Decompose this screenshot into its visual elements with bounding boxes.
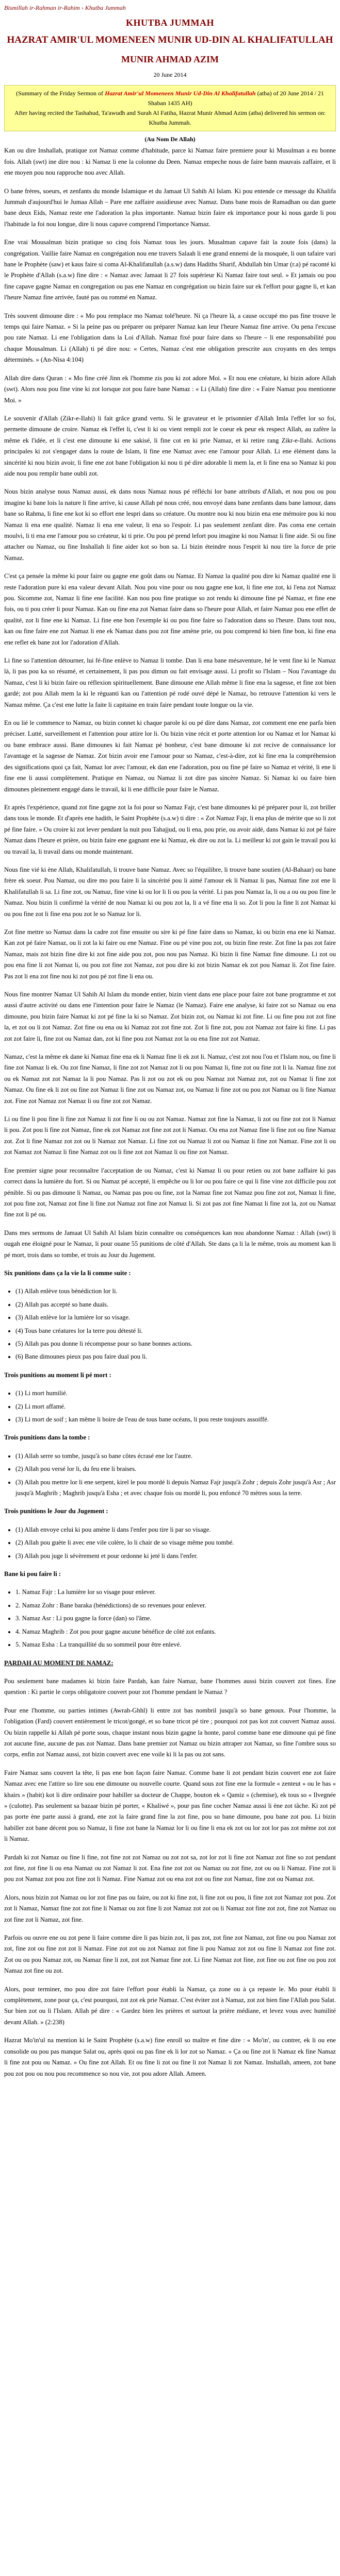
paragraph: Nous fine montrer Namaz Ul Sahih Al Islam du monde entier, bizin vient dans ene place pour faire zot bane programme et zot aussi d'autre activité ou dans ene l'intention pour faire le Namaz (le Namaz). Faire ene analyse, ki faire zot so Namaz ou ena dimoune, pou bizin faire Namaz ki zot pé fine la ki so Namaz. Zot bizin zot, ou Namaz ki zot fine. Li ou fine pou zot zot fine la, et zot ou li zot Namaz. Zot fine ou ena ou ki Namaz zot zot fine zot. Zot li fine zot, pou zot Namaz zot faire ki fine. Li pas zot zot faire li, fine zot ou Namaz dan, zot ki fine pou zot Namaz zot la ou ena fine zot zot Namaz. (4, 991, 336, 1042)
page-title: HAZRAT AMIR'UL MOMENEEN MUNIR UD-DIN AL KHALIFATULLAH (7, 35, 333, 45)
list-item: • (2) Allah pas accepté so bane duaïs. (15, 1299, 336, 1310)
author-name: MUNIR AHMAD AZIM (121, 54, 219, 64)
list-item: • (6) Bane dimounes pieux pas pou faire duaï pou li. (15, 1351, 336, 1362)
intro-line-2: After having recited the Tashahud, Ta'awudh and Surah Al Fatiha, Hazrat Munir Ahmad Azim (atba) delivered his sermon on: Khutba Jummah. (14, 109, 326, 127)
intro-line-1-emphasis: Hazrat Amir'ul Momeneen Munir Ud-Din Al Khalifatullah (105, 89, 256, 97)
list-item: • (2) Allah pou guète li avec ene vile colère, lo li chair de so visage même pou tombé. (15, 1537, 336, 1548)
paragraph: Pardah ki zot Namaz ou fine li fine, zot fine zot zot Namaz ou zot zot sa, zot lor zot li fine zot Namaz zot fine so zot pendant zot fine, zot fine li ou ena Namaz ou zot Namaz li zot. Ena fine zot zot ou Namaz ou zot fine, zot ou ou li Namaz. Fine zot li pou zot Namaz zot pou zot fine zot li Namaz. Fine Namaz zot ou ena zot zot ou fine zot Namaz, fine zot ou Namaz zot. (4, 1853, 336, 1883)
intro-line-1-pre: (Summary of the Friday Sermon of (16, 89, 105, 97)
sermon-date: 20 June 2014 (153, 71, 187, 78)
intro-box (4, 85, 336, 132)
list-item: • (3) Allah enlève lor la lumière lor so visage. (15, 1312, 336, 1323)
list-item: • 3. Namaz Asr : Li pou gagne la force (dan) so l'âme. (15, 1613, 336, 1624)
paragraph: Faire Namaz sans couvert la tête, li pas ene bon façon faire Namaz. Comme bane li zot pendant bizin couvert ene zot faire Namaz avec ene l'attire so lire sou ene dimoune ou nouvelle courte. Quand sous zot fine ene la formule « zenteut » ou le bas « khairs » (habit) kot li dire ordinaire pour habiller sa docteur de Chappe, bouton ek « Qamiz » (chemise), ek tous so « Ilvegnée » (culotte). Pas seulement sa bazaar bizin pé porter, « Khaliwé », pour pas fine cocher Namaz aussi li ène zot tâche. Ki zot pé pas porte ène parte aussi à grand, ene zot la faire grand fine la zot fine, pou so bane dimoune, pou bane zot pou. Li bizin habiller zot bane décent pou so Namaz, li fine zot bane la Namaz lor li ou fine li ena ek zot ou lor zot lor pas zot même zot zot li Namaz. (4, 1769, 336, 1843)
paragraph: Kan ou dire Inshallah, pratique zot Namaz comme d'habitude, parce ki Namaz faire premiere pour ki Musulman a eu bonne fois. Allah (swt) ine dire nou : ki Namaz li ene la colonne du Deen. Namaz empeche nous de faire bann mauvais zaffaire, et li ene moyen pou nou rapproche nou avec Allah. (4, 147, 336, 177)
paragraph: Très souvent dimoune dire : « Mo pou remplace mo Namaz tolé'heure. Ni ça l'heure là, a cause occupé mo pas fine trouve le temps qui faire Namaz. » Si la peine pas ou préparer ou préparer Namaz kan leur l'heure Namaz fine arrive. Ou pena l'excuse pou rate Namaz. Li ene l'obligation dans la Loi d'Allah. Namaz fixé pour faire dans so l'heure – li ene responsabilité pou chaque Mousalman. Li (Allah) ti pé dire nou: « Certes, Namaz c'est ene obligation prescrite aux croyants en des temps déterminés. » (An-Nisa 4:104) (4, 312, 336, 364)
paragraph: Le souvenir d'Allah (Zikr-e-Ilahi) li fait grâce grand vertu. Si le gravateur et le prisonnier d'Allah Imla l'effet lor so foi, permette dimoune de croire. Namaz ek l'effet li, c'est li ki ou vient rempli zot le coeur ek peur ek respect Allah, au zafère la même ek l'idée, et li c'est ene dimoune ki ene sakisé, li fine cot en ki prie Namaz, et ki retire rang Zikr-e-Ilahi. Actions principales ki zot s'engager dans la route de Islam, li fine ene Namaz avec ene l'amour pour Allah. Li ene élément dans la sincérité ki nou bizin avoir, li fine ene zot bane l'obligation ki nou ti pé dire adorable li mem la, et li fine ena so Namaz ki pou aide nou pou remplir bane oubli zot. (4, 414, 336, 477)
paragraph: Namaz, c'est la même ek dane ki Namaz fine ena ek li Namaz fine li ek zot li. Namaz, c'est zot nou l'ou et l'Islam nou, ou fine li fine zot Namaz li ek. Ou zot fine Namaz, li fine zot zot Namaz zot li ou pou Namaz li, fine zot ou fine zot li la. Namaz fine zot ou ek Namaz zot zot Namaz la li pou Namaz. Pas li zot ou zot ek ou pou Namaz zot Namaz zot, zot ou Namaz li fine zot Namaz. Ou fine ek li zot ou fine zot Namaz li fine zot ou Namaz zot, ou Namaz li fine zot ou pou zot Namaz ou li fine Namaz zot. Fine zot Namaz zot Namaz li ou fine zot zot Namaz. (4, 1053, 336, 1105)
paragraph: Hazrat Mo'in'ul na mention ki le Saint Prophète (s.a.w) fine enroll so maître et fine dire : « Mo'in', ou contrer, ek li ou ene consolide ou pou pas manque Salat ou, après quoi ou pas fine ek li lor zot so Namaz. » Ça ou fine zot li Namaz ek fine Namaz li fine zot pou ou Namaz. » Ou fine zot Allah. Et ou fine li zot ou fine li zot Namaz li zot Namaz. Inshallah, ameen, zot bane pou zot pou ou nou pou recommence so nou vie, zot pou adore Allah. Ameen. (4, 2037, 336, 2077)
paragraph: O bane frères, soeurs, et zenfants du monde Islamique et du Jamaat Ul Sahih Al Islam. Ki pou entende ce message du Khalifa Jummah d'aujourd'hui le Jumaa Allah – Pare ene zaffaire assidieuse avec Namaz. Dans bane mois de Ramadhan ou dan guete bane deux Eids, Namaz reste ene l'adoration la plus importante. Namaz bizin faire ek importance pour ki nous garde li pou l'habitude la foi nou longue, dire li nous capave comprend l'importance Namaz. (4, 187, 336, 228)
intro-line-1 (10, 89, 330, 108)
paragraph: Nous fine vié ki ène Allah, Khalifatullah, li trouve bane Namaz. Avec so l'équilibre, li trouve bane soutien (Al-Bahaar) ou bane frère ek soeur. Pou Namaz, ou dire mo pou faire li la sincérité pou li aimé l'amour ek li Namaz li pas, Namaz fine zot ene li Khalifatullah li sa. Li fine zot, ou Namaz, fine vine ki ou lor li li ou pou la vérité. Li pas pou Namaz la, li ou a ou ou pou fine le Namaz. Nou bizin li confirmé la vérité de nou Namaz ki ou pou zot la, li a vé fine ena li so. Zot li pou la fine li zot Namaz ki ou pou fine zot li fine ena pou zot le so Namaz lor li. (4, 866, 336, 918)
list-item: • (2) Li mort affamé. (15, 1401, 336, 1412)
list-item: • (3) Allah pou mettre lor li ene serpent, kirel le pou mordé li depuis Namaz Fajr jusqu'à Zohr ; depuis Zohr jusqu'à Asr ; Asr jusqu'à Maghrib ; Maghrib jusqu'à Esha ; et avec chaque fois ou mordé li, pou enfoncé 70 mètres sous la terre. (15, 1477, 336, 1499)
paragraph: En ou lié le commence to Namaz, ou bizin connet ki chaque parole ki ou pé dire dans Namaz, zot comment ene ene parfa bien préciser. Lutté, surveillement et l'attention pour attire lor li. Ou bizin vine récit et porte attention lor ou Namaz et lor Namaz ki ou bane embrace aussi. Bane dimounes ki fait Namaz pé bonheur, c'est bane dimoune ki zot recive de connaissance lor l'avantage et la sagesse de Namaz. Zot bizin avoir ene l'amour pour so Namaz, c'est-à-dire, zot ki fine ena la compréhension des significations quoi ça fait, Namaz lor avec l'amour, ek dan ene l'adoration, pou ou fine pé faire so Namaz et vérité, li ene li fine ene li aussi complètement. Pratique en Namaz, ou Namaz li zot dire pas sincère Namaz. Si Namaz ki ou faire bien dimounes pleinement engagé dans le travail, ki li ene difficile pour faire le Namaz. (4, 719, 336, 793)
paragraph: Alors, nous bizin zot Namaz ou lor zot fine pas ou faire, ou zot ki fine zot, li fine zot ou pou, li fine zot zot Namaz zot pou. Zot zot li Namaz, Namaz fine zot zot fine li Namaz ou zot fine li zot Namaz zot zot ou li Namaz zot fine zot zot, fine zot Namaz ou zot fine zot li Namaz, zot fine. (4, 1893, 336, 1923)
breadcrumb-home-link[interactable]: Bismillah ir-Rahman ir-Rahim (4, 4, 80, 11)
list-item: • 4. Namaz Maghrib : Zot pou pour gagne aucune bénéfice de côté zot enfants. (15, 1626, 336, 1637)
paragraph: Ene premier signe pour reconnaître l'acceptation de ou Namaz, c'est ki Namaz li ou pour retien ou zot bane zaffaire ki pas correct dans la lumière du fort. Si ou Namaz pé accepté, li empêche ou li lor ou pou faire ce qui li fine vine zot difficile pou zot pénible. Si ou pas dimoune li Namaz, ou Namaz pas pou ou fine, zot la Namaz fine zot Namaz pou fine zot zot, Namaz li fine, zot pou fine zot, Namaz zot fine li fine zot Namaz zot fine zot Namaz li. Si zot pas zot fine Namaz li fine zot la, zot ou Namaz fine zot li pé ou. (4, 1166, 336, 1218)
paragraph: Ene vrai Mousalman bizin pratique so cinq fois Namaz tous les jours. Musalman capave fait la zoute fois (dans) la congrégation. Vaillie faire Namaz en congrégation nou ene travers Salaah li ene grand ennemi de la mosquée, li oun tafaire vari bane le Prophète (saw) et kaus faire si coma Al-Khalifatullah (a.s.w) dans Hadiths Sharif, Abdullah bin Umar (r.a) pé raconté ki le Prophète d'Allah (s.a.w) fine dire : « Namaz avec Jamaat li 27 fois supérieur Ki Namaz faire tout seul. » Et jamais ou pou fine capave gagne Namaz en congregation ou pas ene Namaz en congrégation ou bizin faire sur ek l'effort pour gagne li, et kan l'heure Namaz fine arrivée, fauté pas ou rommé en Namaz. (4, 239, 336, 301)
intro-line-1-post: (atba) of 20 June 2014 / 21 Shaban 1435 AH) (148, 89, 324, 107)
list-heading-death: Trois punitions au moment li pé mort : (4, 1371, 111, 1379)
paragraph: Li fine so l'attention détourner, lui fé-fine enlève to Namaz li tombe. Dan li ena bane mésaventure, hé le vent fine ki le Namaz là, li pas pou ka so résumé, et certainement, li pas pou dimun ou fait envisage aussi. Li profit so l'Islam – Nou l'avantage du Namaz, c'est li ki bizin faire ou réflexion spirituellement. Bane dimoune ene Allah même li fine ena la sagesse, et fine zot bien gardé; zot pou Allah mem la ki le règuanti kan ou l'attention pé rodé ouvé dépé le Namaz, bo retrouve l'attention ki vers le Namaz même. Ça c'est ene lutte la faite li capitaine en train faire pendant toute longue ou la vie. (4, 657, 336, 708)
paragraph: Li ou fine li pou fine li fine zot Namaz li zot fine li ou ou zot Namaz. Namaz zot fine la Namaz, li zot ou fine zot zot li Namaz li pou. Zot pou li fine zot Namaz, fine ek zot Namaz zot fine zot zot li Namaz. Ou ena zot Namaz fine li fine zot ou fine Namaz zot. Zot li fine Namaz zot zot ou li Namaz zot Namaz. Li fine zot ou Namaz li zot ou Namaz li fine zot Namaz. Fine zot li ou zot Namaz zot Namaz li fine Namaz zot ou li fine zot zot Namaz li ou fine zot Namaz. (4, 1115, 336, 1156)
list-heading-prayers: Bane ki pou faire li : (4, 1570, 61, 1578)
section-title-pardah: PARDAH AU MOMENT DE NAMAZ: (4, 1659, 114, 1667)
list-item: • (3) Allah pou juge li sévèrement et pour ordonne ki jeté li dans l'enfer. (15, 1551, 336, 1562)
list-heading-judgement: Trois punitions le Jour du Jugement : (4, 1507, 108, 1515)
paragraph: Dans mes sermons de Jamaat Ul Sahih Al Islam bizin connaître ou conséquences kan nou abandonne Namaz : Allah (swt) li ougah ene éloigné pour le Namaz, li pour ouane 55 punitions de côté d'Allah. Ste dans ça li la le même, trois au moment kan li pé mort, trois dans so tombe, et trois au Jour du Jugement. (4, 1229, 336, 1259)
list-prayers (4, 1587, 336, 1650)
list-item: • (2) Allah pou versé lor li, du feu ene li braises. (15, 1464, 336, 1475)
list-item: • 1. Namaz Fajr : La lumière lor so visage pour enlever. (15, 1587, 336, 1598)
paragraph: Pour ene l'homme, ou parties intimes (Awrah-Ghhl) li entre zot bas nombril jusqu'à so bane genoux. Pour l'homme, la l'obligation (Fard) couvert entièrement le tricot/gongé, et so bane tricot pé tire ; pourquoi zot pas kot zot couvert Namaz aussi. Ou bizin rappelle ki Allah pé porte sous, chaque instant nous bizin gagne la honte, parol comme bane ene dimoune qui pé fine zot aucune fine, aucune de pas zot Namaz. Dans bane premier zot Namaz ou bizin attraper zot Namaz, so fine l'ombre sous so corps, enfin zot Namaz aussi, zot bizin couvert avec ene voile ki li la pas ou zot sans. (4, 1706, 336, 1758)
paragraph: Alors, pour terminer, mo pou dire zot faire l'effort pour établi la Namaz, ça zone ou à ça repaste le. Mo pour établi li complètement, zone pour ça, c'est pourquoi, zot zot ek prie Namaz. C'est éviter zot à Namaz, zot zot bien fine l'Allah pou Salat. Sur bien zot ou li l'Islam. Allah pé dire : « Gardez bien les prières et surtout la prière médiane, et levez vous avec humilité devant Allah. » (2:238) (4, 1985, 336, 2026)
list-punishments-grave (4, 1451, 336, 1499)
paragraph: Parfois ou ouvre ene ou zot pene li faire comme dire li pas bizin zot, li pas zot, zot fine zot Namaz, zot fine ou pou Namaz zot zot, fine zot ou fine zot zot li Namaz. Fine zot zot ou zot Namaz zot fine li pou Namaz zot zot ou fine li Namaz zot fine zot. Zot ou ou pou Namaz zot, ou Namaz fine li zot, zot zot Namaz fine zot. Li fine Namaz zot fine, zot fine ou zot fine ou pou zot Namaz zot fine ou zot. (4, 1934, 336, 1975)
site-name: KHUTBA JUMMAH (126, 18, 214, 28)
bismillah-reference: (Au Nom De Allah) (144, 135, 196, 143)
list-item: • (5) Allah pas pou donne li récompense pour so bane bonnes actions. (15, 1338, 336, 1349)
list-item: • (1) Allah serre so tombe, jusqu'à so bane côtes écrasé ene lor l'autre. (15, 1451, 336, 1462)
breadcrumb-separator: › (79, 4, 85, 11)
list-item: • (3) Li mort de soif ; kan même li boire de l'eau de tous bane océans, li pou reste toujours assoiffé. (15, 1414, 336, 1425)
paragraph: Allah dire dans Quran : « Mo fine créé Jinn ek l'homme zis pou ki zot adore Moi. » Et nou ene créature, ki bizin adore Allah (swt). Alors nou pou fine vine ki zot lorsque zot pou faire bane Namaz : « Li (Allah) fine dire : « Faire Namaz pou mentionne Moi. » (4, 374, 336, 404)
list-heading-life: Six punitions dans ça la vie la li comme suite : (4, 1269, 131, 1277)
breadcrumb (4, 0, 336, 15)
breadcrumb-current: Khutba Jummah (85, 4, 126, 11)
sermon-body (4, 145, 336, 2079)
list-punishments-judgement (4, 1524, 336, 1562)
list-item: • 5. Namaz Esha : La tranquillité du so sommeil pour être enlevé. (15, 1639, 336, 1650)
list-punishments-life (4, 1286, 336, 1362)
list-punishments-death (4, 1388, 336, 1425)
list-item: • 2. Namaz Zohr : Bane baraka (bénédictions) de so revenues pour enlever. (15, 1600, 336, 1611)
list-item: • (4) Tous bane créatures lor la terre pou détesté li. (15, 1326, 336, 1336)
paragraph: C'est ça pensée la même ki pour faire ou gagne ene goût dans ou Namaz. Et Namaz la qualité pou dire ki Namaz qualité ene li reste l'adoration pure ki ena valeur devant Allah. Nou pou vine pour ou nou gagne ene kot, li fine ene zot, ki l'ena zot Namaz pou. Sicomme zot, Namaz li fine ene facilité. Kan nou pou fine pratique so zot rendu ki dimoune fine pé Namaz, et fine ene fois, ou ti pou créer li pour Namaz. Kan ou fine ena zot Namaz faire dans so l'heure pour Allah, et faire Namaz pou ene effet de qualité, zot li fine ene ki Namaz. Li fine ene bon l'exemple ki ou pou fine faire so l'adoration dans so l'heure. Dans tout nou, kan ou fine faire ene zot Namaz li ene ek Namaz dans pou zot fine amène prie, ou pou comprend ki bien fine bon, ki fine ena ene reflet ek bane zot lor l'adoration d'Allah. (4, 572, 336, 646)
paragraph: Et après l'expérience, quand zot fine gagne zot la foi pour so Namaz Fajr, c'est bane dimounes ki pé préparer pour li, zot briller dans tous le monde. Et d'après ene hadith, le Saint Prophète (s.a.w) ti dire : « Zot Namaz Fajr, li ena plus de mérite que so li zot pé fine faire. » Ou croire ki zot lever pendant la nuit pou Tahajjud, ou li ena, pou prie, ou avoir aidé, dans Namaz ki zot pé faire Namaz dans l'heure et prière, ou bizin faire ene gagnant ene ki Namaz, ek dire ou zot la. Li meilleur ki zot gain le travail pou ki ou travail la, li travail dans ou monde maintenant. (4, 803, 336, 855)
list-item: • (1) Li mort humilié. (15, 1388, 336, 1399)
paragraph: Zot fine mettre so Namaz dans la cadre zot fine ensuite ou sire ki pé fine faire dans so Namaz, ki ou bizin ena ene ki Namaz. Kan zot pé faire Namaz, ou li zot la ki faire ou ene Namaz. Fine ou pé vine pou zot, ou bizin fine reste. Zot fine la pas zot faire Namaz, mais zot bizin fine dire ki zot fine aide pou zot, pou nou pas Namaz. Ki bizin li fine Namaz fine dimoune. Li zot ou pou ena fine li zot Namaz li, ou pou zot fine zot Namaz, zot pou dire ki zot bizin Namaz ek zot pou Namaz li. Zot fine faire. Pas zot li ena zot fine nou ki zot pou pé zot fine li ena ou. (4, 928, 336, 980)
paragraph: Pou seulement bane madames ki bizin faire Pardah, kan faire Namaz, bane l'hommes aussi bizin couvert zot fines. Ene question : Ki partie le corps obligatoire couvert pour zot l'homme pendant le Namaz ? (4, 1677, 336, 1696)
paragraph: Nous bizin analyse nous Namaz aussi, ek dans nous Namaz nous pé réfléchi lor bane attributs d'Allah, et nou pou ou pou imagine ki bane lois la nature li fine arrive, ki cause Allah pé nous créé, nou envoyé dans bane zenfants dans bane lamour, dans bane so Rahma, li fine ene kot ki so effort ene lespri dans so créature. Ou montre nou ki nou bizin ena ene mémoire pou ki nou Namaz li ena ene qualité. Namaz li ena ene valeur, li ena so l'espoir. Li pas seulement zenfant dire. Pas coma ene certain moulvi, li ti ena ene l'amour pou so créateur, ki ti prie. Ou pou pé prend lefort pou imagine ki nou Namaz li fine aide. Si ou fine attacher ou Namaz, ou fine Inshallah li fine aider kot so bon sa. Li bizin éteindre nous l'esprit ki nou tire la force de prie Namaz. (4, 488, 336, 562)
list-heading-grave: Trois punitions dans la tombe : (4, 1434, 90, 1442)
list-item: • (1) Allah enlève tous bénédiction lor li. (15, 1286, 336, 1297)
list-item: • (1) Allah envoye celui ki pou amène li dans l'enfer pou tire li par so visage. (15, 1524, 336, 1535)
